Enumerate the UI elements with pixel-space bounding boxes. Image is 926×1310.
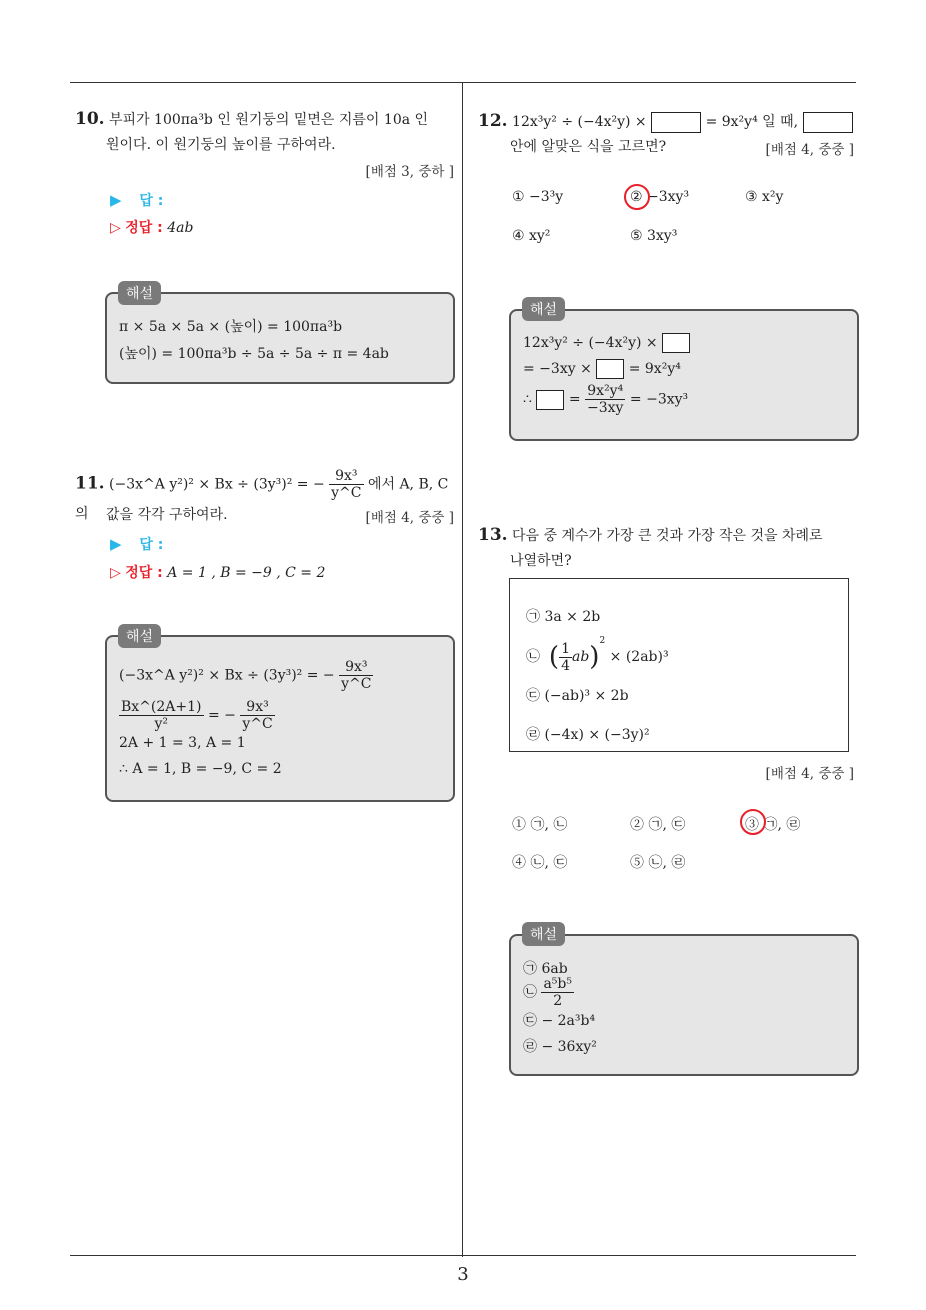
question-12-line2: 안에 알맞은 식을 고르면? [510,139,667,155]
option-3[interactable]: ③ x²y [745,189,784,205]
option-3[interactable]: ③ ㉠, ㉣ [745,817,801,833]
item-label: ㉡ [526,649,540,665]
fraction-denominator: −3xy [587,400,624,416]
question-number: 13. [478,525,508,545]
correct-row [110,217,193,237]
solution-text: = − [207,707,236,724]
answer-blank [596,359,624,379]
fraction [329,468,363,501]
question-text: 12x³y² ÷ (−4x²y) × [512,114,647,130]
correct-label: 정답 : [125,565,163,581]
fraction-denominator: y² [154,716,169,732]
solution-text: ∴ [523,391,532,408]
answer-blank [662,333,690,353]
answer-label: 답 : [139,193,164,209]
solution-line: ㉣ − 36xy² [523,1039,597,1055]
fraction-numerator: 9x³ [240,699,274,716]
question-text: (−3x^A y²)² × Bx ÷ (3y³)² = − [109,476,325,493]
question-10 [75,106,460,133]
play-icon: ▶ [110,535,122,553]
question-text: 에서 A, B, C 의 [75,476,449,522]
outline-triangle-icon: ▷ [110,220,121,236]
question-text: 다음 중 계수가 가장 큰 것과 가장 작은 것을 차례로 [512,528,823,544]
question-13-line2: 나열하면? [510,553,572,569]
solution-line: 2A + 1 = 3, A = 1 [119,735,246,751]
fraction [240,699,274,732]
answer-row [110,534,163,554]
solution-box [105,292,455,384]
question-13 [478,522,868,549]
solution-tag: 해설 [118,624,161,648]
question-number: 12. [478,111,508,131]
solution-line [523,976,574,1009]
fraction-numerator: 9x²y⁴ [585,383,625,400]
bottom-rule [70,1255,856,1256]
item-term: ab [571,649,590,665]
page-number: 3 [457,1264,469,1285]
solution-text: (−3x^A y²)² × Bx ÷ (3y³)² = − [119,667,335,684]
paren: ) [589,642,600,672]
item-4: ㉣ (−4x) × (−3y)² [526,727,650,743]
fraction-numerator: 9x³ [339,659,373,676]
column-divider [462,83,463,1257]
correct-label: 정답 : [125,220,163,236]
solution-text: = [568,391,581,408]
fraction [585,383,625,416]
selected-answer-circle [740,809,766,835]
paren: ( [548,642,560,672]
option-2[interactable]: ② −3xy³ [630,189,690,205]
solution-line: (높이) = 100πa³b ÷ 5a ÷ 5a ÷ π = 4ab [119,346,389,362]
solution-text: 12x³y² ÷ (−4x²y) × [523,335,658,351]
option-1[interactable]: ① −3³y [512,189,564,205]
option-5[interactable]: ⑤ 3xy³ [630,228,678,244]
solution-box [509,309,859,441]
question-meta: [배점 4, 중중 ] [365,510,454,526]
question-meta: [배점 4, 중중 ] [765,142,854,158]
items-frame [509,578,849,752]
item-term: × (2ab)³ [609,649,669,665]
fraction-numerator: a⁵b⁵ [543,976,572,992]
answer-blank [651,112,701,133]
fraction [541,976,574,1009]
solution-tag: 해설 [522,297,565,321]
solution-text: = −3xy × [523,361,592,377]
answer-row [110,190,163,210]
top-rule [70,82,856,83]
solution-text: = −3xy³ [629,391,689,408]
option-4[interactable]: ④ xy² [512,228,551,244]
solution-line: ㉢ − 2a³b⁴ [523,1013,596,1029]
correct-row [110,562,325,582]
solution-line [119,659,373,692]
option-1[interactable]: ① ㉠, ㉡ [512,817,568,833]
solution-line: ∴ A = 1, B = −9, C = 2 [119,761,282,777]
option-5[interactable]: ⑤ ㉡, ㉣ [630,855,686,871]
solution-line [523,383,688,416]
solution-line: π × 5a × 5a × (높이) = 100πa³b [119,319,343,335]
question-11-line2: 값을 각각 구하여라. [106,507,228,523]
question-10-line2: 원이다. 이 원기둥의 높이를 구하여라. [106,137,336,153]
answer-label: 답 : [139,537,164,553]
fraction-denominator: 4 [561,657,570,674]
fraction-numerator: 1 [561,640,570,657]
solution-line: ㉠ 6ab [523,961,568,977]
fraction-denominator: y^C [341,676,372,692]
fraction [119,699,204,732]
item-2: ㉡ ( $\frac{1}{4}$ ab)$^2$ × (2ab)³ [526,636,669,674]
answer-blank [536,390,564,410]
solution-tag: 해설 [522,922,565,946]
option-2[interactable]: ② ㉠, ㉢ [630,817,686,833]
solution-line [523,333,690,353]
question-number: 11. [75,473,105,494]
solution-line [119,699,275,732]
solution-box [105,635,455,802]
question-number: 10. [75,109,105,129]
question-meta: [배점 3, 중하 ] [365,164,454,180]
item-3: ㉢ (−ab)³ × 2b [526,688,629,704]
solution-tag: 해설 [118,281,161,305]
question-text: = 9x²y⁴ 일 때, [705,114,799,130]
solution-text: = 9x²y⁴ [628,361,681,377]
solution-text: ㉡ [523,984,537,1001]
question-text: 부피가 100πa³b 인 원기둥의 밑면은 지름이 10a 인 [109,112,429,128]
fraction-denominator: 2 [553,993,563,1009]
item-1: ㉠ 3a × 2b [526,609,601,625]
fraction [339,659,373,692]
fraction-numerator: 9x³ [329,468,363,485]
outline-triangle-icon: ▷ [110,565,121,581]
selected-answer-circle [624,184,650,210]
question-12 [478,108,863,135]
solution-box [509,934,859,1076]
correct-value: A = 1 , B = −9 , C = 2 [167,565,326,581]
fraction [559,641,572,674]
play-icon: ▶ [110,191,122,209]
solution-line [523,359,681,379]
correct-value: 4ab [167,220,194,236]
fraction-numerator: Bx^(2A+1) [121,699,202,715]
fraction-denominator: y^C [331,485,362,501]
fraction-denominator: y^C [242,716,273,732]
answer-blank [803,112,853,133]
question-meta: [배점 4, 중중 ] [765,766,854,782]
option-4[interactable]: ④ ㉡, ㉢ [512,855,568,871]
